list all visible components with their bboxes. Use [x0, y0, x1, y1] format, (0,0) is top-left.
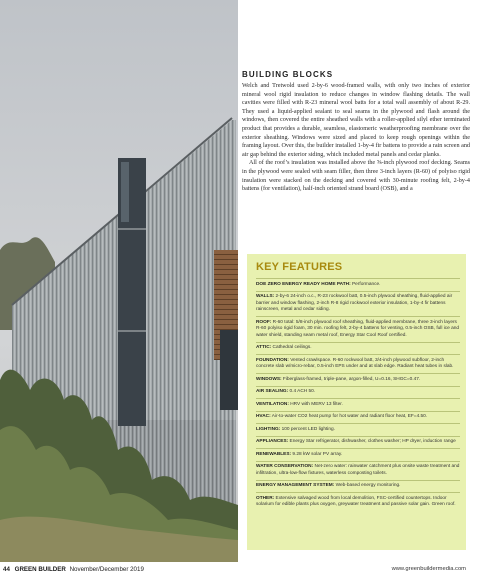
key-features-list	[256, 278, 460, 511]
magazine-name: GREEN BUILDER	[14, 566, 66, 573]
feature-windows	[256, 373, 460, 386]
feature-renewables	[256, 448, 460, 461]
issue-date: November/December 2019	[69, 566, 144, 573]
feature-text: Energy Star refrigerator, dishwasher, clothes washer; HP dryer, induction range	[288, 439, 456, 444]
feature-energy-management	[256, 480, 460, 493]
house-photo	[0, 0, 238, 562]
feature-label: ROOF:	[256, 319, 272, 325]
feature-attic	[256, 342, 460, 355]
feature-label: OTHER:	[256, 495, 275, 501]
feature-text: Air-to-water CO2 heat pump for hot water and radiant floor heat, EF=4.50.	[270, 414, 428, 419]
window-reflection	[121, 162, 129, 222]
key-features-box	[247, 254, 466, 550]
article-body	[242, 82, 470, 194]
feature-label: APPLIANCES:	[256, 439, 289, 444]
feature-text: Performance.	[350, 281, 381, 287]
feature-label: ENERGY MANAGEMENT SYSTEM:	[256, 483, 335, 488]
feature-label: ATTIC:	[256, 345, 272, 350]
feature-foundation	[256, 354, 460, 373]
website-url[interactable]: www.greenbuildermedia.com	[391, 566, 466, 572]
feature-label: DOE ZERO ENERGY READY HOME PATH:	[256, 281, 351, 287]
feature-label: WALLS:	[256, 294, 275, 299]
feature-label: FOUNDATION:	[256, 357, 289, 363]
page-footer-left	[3, 566, 144, 573]
feature-text: 0.4 ACH 50.	[288, 389, 316, 394]
feature-text: R-60 total: 5/8-inch plywood roof sheathing, fluid-applied membrane, three 3-inch layers R-60 polyiso rigid foam, 30 min. roofing felt, 2-by-4 battens for venting, 0.5-inch OSB, full ice and water shield, standing seam metal roof, Energy Star Cool Roof certified.	[256, 319, 460, 338]
window-divider	[118, 228, 146, 230]
feature-text: Fiberglass-framed, triple-pane, argon-filled, U=0.16, SHGC=0.47.	[281, 376, 421, 382]
feature-label: VENTILATION:	[256, 401, 289, 407]
feature-text: Net-zero water: rainwater catchment plus onsite waste treatment and infiltration, ultra-low-flow fixtures, waterless composting toilets.	[256, 464, 460, 476]
feature-text: Web-based energy monitoring.	[334, 483, 401, 488]
feature-label: LIGHTING:	[256, 426, 281, 432]
feature-label: HVAC:	[256, 414, 271, 419]
feature-air-sealing	[256, 386, 460, 399]
article-paragraph: Welch and Tretwold used 2-by-6 wood-framed walls, with only two inches of exterior mineral wool rigid insulation to reduce changes in window flashing details. The wall cavities were filled with R-23 mineral wool batts for a total wall assembly of about R-29. They used a liquid-applied sealant to seal seams in the plywood and flash around the windows, then covered the entire sheathed walls with a roller-applied silyl ether terminated product that provides a durable, seamless, elastomeric weatherproofing membrane over the exterior sheathing. Windows were sized and placed to keep rough openings within the framing layout. Over this, the builder installed 1-by-4 fir battens to provide a rain screen and air gap behind the exterior siding, which included metal panels and cedar planks.	[242, 83, 470, 158]
feature-other	[256, 492, 460, 511]
feature-text: HRV with MERV 13 filter.	[288, 401, 343, 407]
feature-water-conservation	[256, 461, 460, 480]
feature-doe-path	[256, 278, 460, 291]
page-number: 44	[3, 566, 10, 573]
feature-text: Cathedral ceilings.	[271, 345, 312, 350]
feature-text: Vented crawlspace. R-60 rockwool batt, 3/4-inch plywood subfloor, 2-inch concrete slab w/micro-rebar, 0.5-inch EPS under and at slab edge. Radiant heat tubes in slab.	[256, 357, 454, 369]
article-paragraph: All of the roof’s insulation was installed above the ⅝-inch plywood roof decking. Seams in the plywood were sealed with seam filler, then three 3-inch layers (R-60) of polyiso rigid insulation were stacked on the decking and covered with 30-minute roofing felt, 2-by-4 battens (for ventilation), half-inch oriented strand board (OSB), and a	[242, 160, 470, 193]
feature-lighting	[256, 423, 460, 436]
feature-label: WINDOWS:	[256, 376, 282, 382]
feature-appliances	[256, 436, 460, 449]
feature-walls	[256, 291, 460, 317]
feature-ventilation	[256, 398, 460, 411]
section-heading: BUILDING BLOCKS	[242, 70, 334, 79]
feature-text: Extensive salvaged wood from local demolition, FSC-certified countertops. Indoor solarium for edible plants plus oxygen, greywater treatment and passive solar gain. Green roof.	[256, 495, 456, 507]
key-features-title: KEY FEATURES	[256, 261, 343, 273]
right-window	[220, 330, 238, 410]
feature-text: 9.28 kW solar PV array.	[291, 451, 343, 457]
window-divider	[118, 330, 146, 332]
feature-roof	[256, 316, 460, 342]
feature-label: RENEWABLES:	[256, 451, 292, 457]
feature-hvac	[256, 411, 460, 424]
feature-label: AIR SEALING:	[256, 389, 289, 394]
feature-text: 2-by-6 24-inch o.c., R-23 rockwool batt, 0.5-inch plywood sheathing, fluid-applied air barrier and window flashing, 2-inch R-8 rigid rockwool exterior insulation, 1-by-4 fir battens rainscreen, metal and cedar siding.	[256, 294, 453, 312]
feature-text: 100 percent LED lighting.	[280, 426, 335, 432]
feature-label: WATER CONSERVATION:	[256, 464, 314, 469]
